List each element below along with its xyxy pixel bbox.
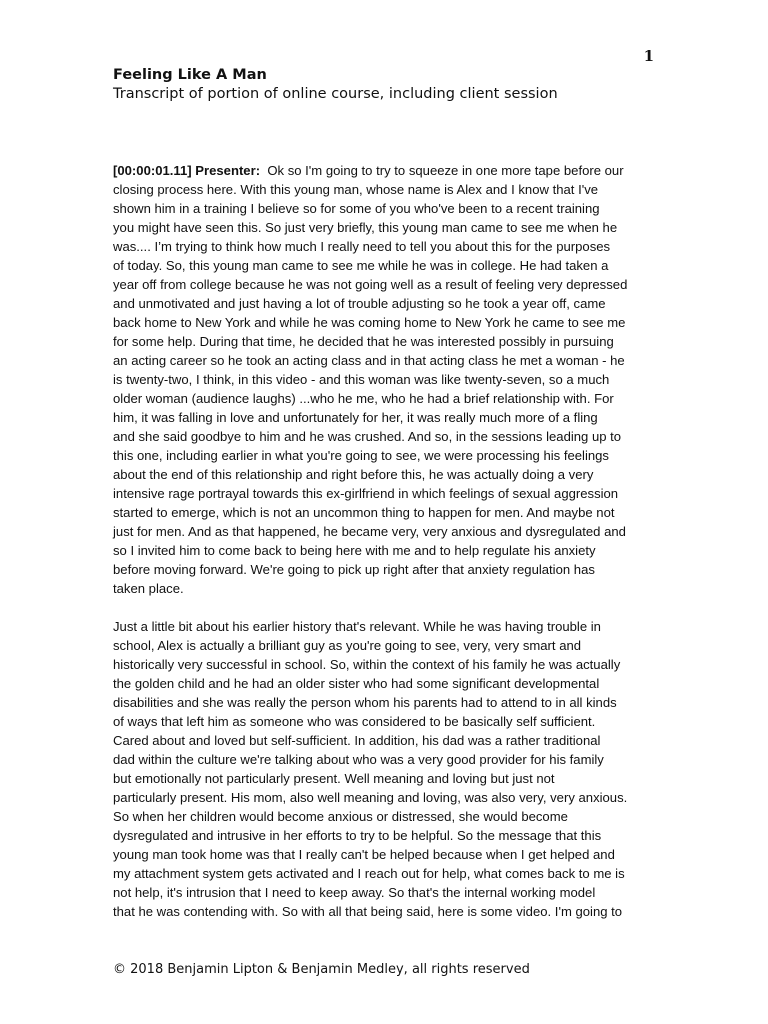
text-line: particularly present. His mom, also well meaning and loving, was also very, very anxious. [113,790,628,805]
text-line: started to emerge, which is not an uncommon thing to happen for men. And maybe not [113,505,615,520]
text-line: not help, it's intrusion that I need to keep away. So that's the internal working model [113,885,596,900]
text-line: of ways that left him as someone who was considered to be basically self sufficient. [113,714,596,729]
text-line: school, Alex is actually a brilliant guy as you're going to see, very, very smart and [113,638,582,653]
copyright-footer: © 2018 Benjamin Lipton & Benjamin Medley, all rights reserved [113,962,530,977]
text-line: back home to New York and while he was coming home to New York he came to see me [113,315,626,330]
text-line: an acting career so he took an acting class and in that acting class he met a woman - he [113,353,625,368]
text-line: him, it was falling in love and unfortunately for her, it was really much more of a fling [113,410,598,425]
text-line: before moving forward. We're going to pick up right after that anxiety regulation has [113,562,595,577]
text-line: intensive rage portrayal towards this ex-girlfriend in which feelings of sexual aggression [113,486,619,501]
text-line: just for men. And as that happened, he became very, very anxious and dysregulated and [113,524,626,539]
text-line: that he was contending with. So with all that being said, here is some video. I'm going to [113,904,623,919]
text-line: older woman (audience laughs) ...who he me, who he had a brief relationship with. For [113,391,614,406]
text-line: about the end of this relationship and right before this, he was actually doing a very [113,467,594,482]
text-line: taken place. [113,581,184,596]
text-line: and she said goodbye to him and he was crushed. And so, in the sessions leading up to [113,429,622,444]
text-line: is twenty-two, I think, in this video - and this woman was like twenty-seven, so a much [113,372,610,387]
text-line: was.... I’m trying to think how much I really need to tell you about this for the purposes [113,239,611,254]
text-line: young man took home was that I really can't be helped because when I get helped and [113,847,615,862]
text-line: you might have seen this. So just very briefly, this young man came to see me when he [113,220,618,235]
text-line: closing process here. With this young man, whose name is Alex and I know that I've [113,182,599,197]
document-subtitle: Transcript of portion of online course, including client session [113,86,558,102]
paragraph-presenter-intro [113,161,657,598]
text-line: Just a little bit about his earlier history that's relevant. While he was having trouble in [113,619,601,634]
text-line: shown him in a training I believe so for some of you who've been to a recent training [113,201,600,216]
text-line: but emotionally not particularly present. Well meaning and loving but just not [113,771,555,786]
text-line: historically very successful in school. So, within the context of his family he was actually [113,657,621,672]
text-line: Cared about and loved but self-sufficient. In addition, his dad was a rather traditional [113,733,601,748]
text-line: my attachment system gets activated and I reach out for help, what comes back to me is [113,866,625,881]
text-line: dad within the culture we're talking about who was a very good provider for his family [113,752,604,767]
text-line: dysregulated and intrusive in her efforts to try to be helpful. So the message that this [113,828,602,843]
text-line: this one, including earlier in what you're going to see, we were processing his feelings [113,448,609,463]
transcript-body [113,161,657,921]
text-line: for some help. During that time, he decided that he was interested possibly in pursuing [113,334,614,349]
text-line: year off from college because he was not going well as a result of feeling very depressed [113,277,628,292]
speaker-colon: : [255,163,261,178]
text-line: and unmotivated and just having a lot of trouble adjusting so he took a year off, came [113,296,606,311]
timestamp: [00:00:01.11] [113,163,192,178]
speaker-label: Presenter [195,163,256,178]
paragraph-history [113,617,657,921]
paragraph-first-line [113,161,657,180]
text-line: so I invited him to come back to being here with me and to help regulate his anxiety [113,543,596,558]
text-line: disabilities and she was really the person whom his parents had to attend to in all kinds [113,695,617,710]
document-title: Feeling Like A Man [113,67,267,83]
text-line: So when her children would become anxious or distressed, she would become [113,809,568,824]
text-line: the golden child and he had an older sister who had some significant developmental [113,676,600,691]
page-number: 1 [643,47,654,65]
first-line-text: Ok so I'm going to try to squeeze in one more tape before our [260,163,624,178]
text-line: of today. So, this young man came to see me while he was in college. He had taken a [113,258,609,273]
